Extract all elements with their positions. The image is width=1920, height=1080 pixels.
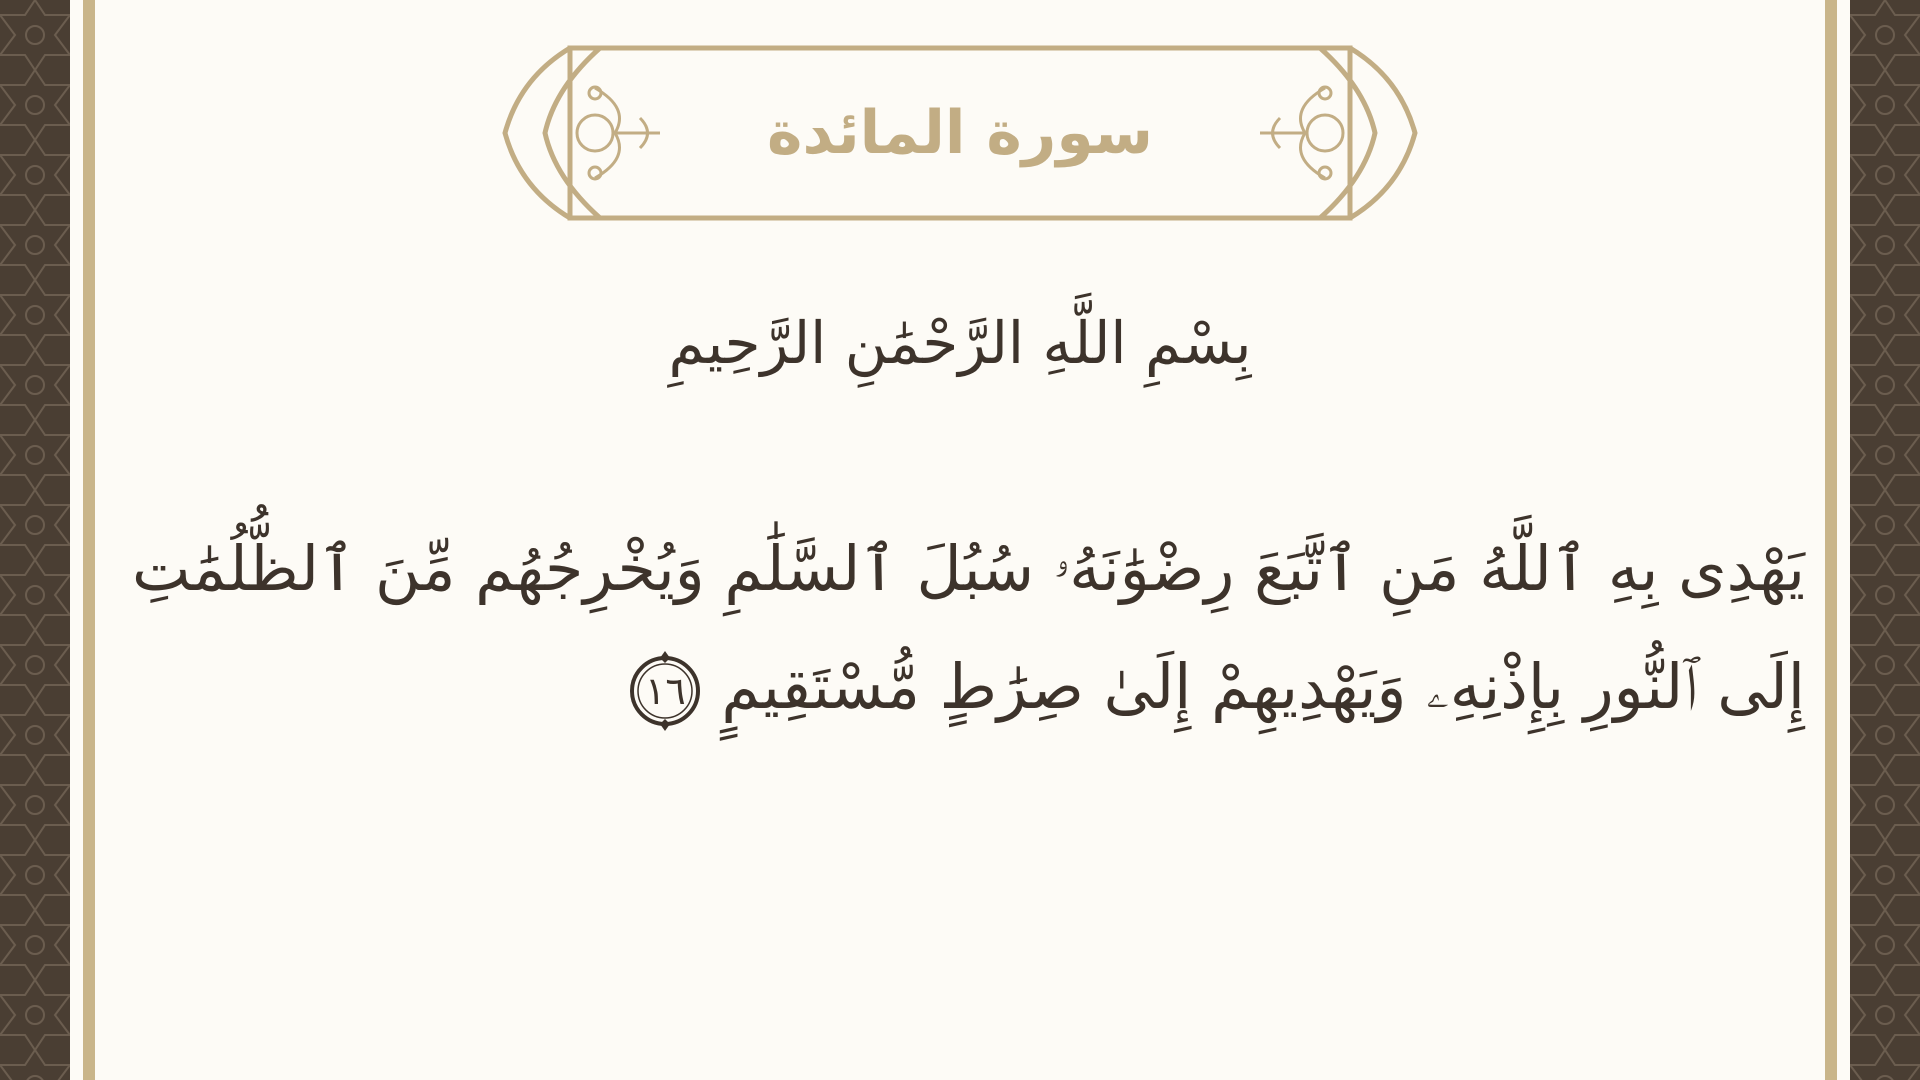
verse-text — [131, 510, 1805, 746]
right-gold-rule — [1825, 0, 1837, 1080]
verse-line-2-text: إِلَى ٱلنُّورِ بِإِذْنِهِۦ وَيَهْدِيهِمْ إِلَىٰ صِرَٰطٍ مُّسْتَقِيمٍ — [721, 650, 1805, 723]
ayah-end-marker — [623, 649, 707, 733]
ayah-number: ١٦ — [644, 668, 686, 713]
basmala: بِسْمِ اللَّهِ الرَّحْمَٰنِ الرَّحِيمِ — [668, 309, 1252, 377]
left-gold-rule — [83, 0, 95, 1080]
left-ornamental-border — [0, 0, 70, 1080]
verse-line-1: يَهْدِى بِهِ ٱللَّهُ مَنِ ٱتَّبَعَ رِضْوَٰنَهُۥ سُبُلَ ٱلسَّلَٰمِ وَيُخْرِجُهُم مِّنَ ٱلظُّلُمَٰتِ — [131, 532, 1805, 605]
verse-line-2 — [225, 628, 1805, 746]
surah-title: سورة المائدة — [767, 98, 1153, 168]
surah-title-banner — [500, 38, 1420, 228]
right-ornamental-border — [1850, 0, 1920, 1080]
right-geometric-pattern — [1850, 0, 1920, 1080]
left-geometric-pattern — [0, 0, 70, 1080]
